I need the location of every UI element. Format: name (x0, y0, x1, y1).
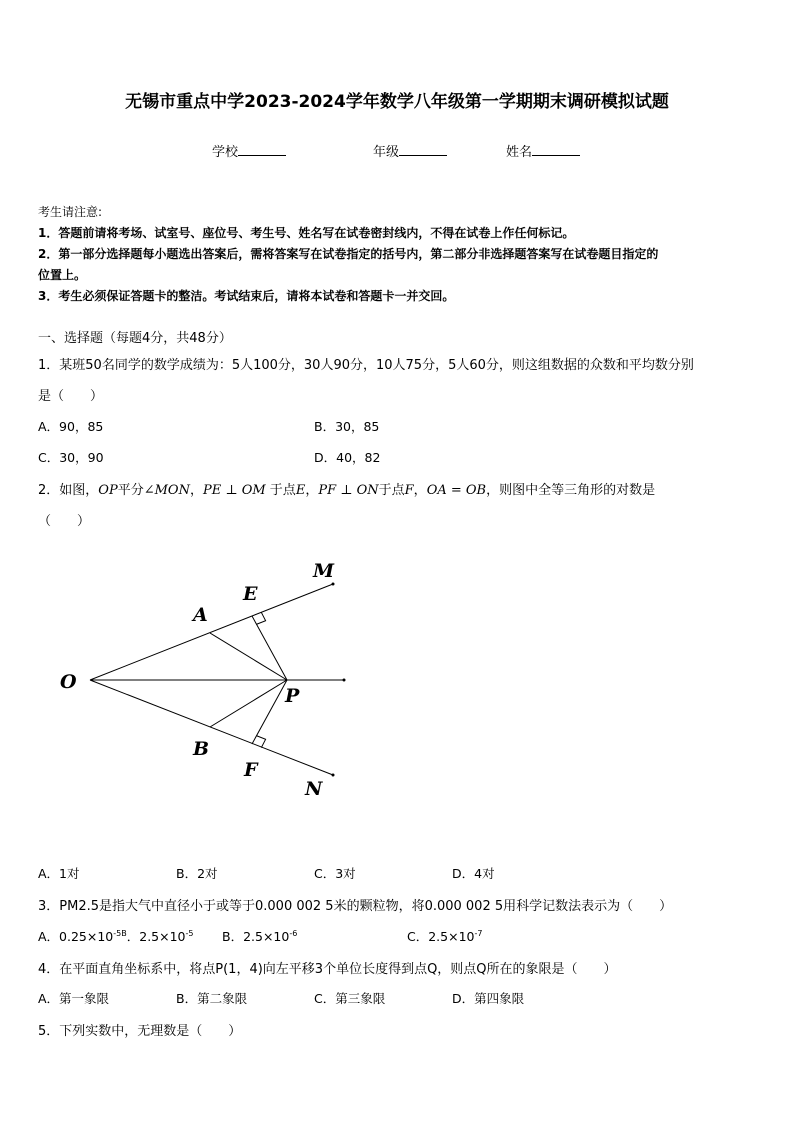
q1-option-a: A．90，85 (38, 419, 104, 434)
label-b: B (193, 738, 210, 760)
q2-math-pf: PF ⊥ ON (318, 483, 379, 498)
q3-option-d-exponent: -7 (474, 928, 483, 938)
note-2-cont: 位置上。 (38, 268, 87, 282)
q2-math-op: OP (98, 483, 118, 498)
point-ray-end (343, 679, 346, 682)
label-p: P (285, 685, 300, 707)
label-e: E (243, 583, 258, 605)
point-m (332, 583, 335, 586)
q2-option-c: C．3对 (314, 866, 356, 881)
q1-option-b: B．30，85 (314, 419, 380, 434)
q3-option-c-base: B．2.5×10 (222, 929, 290, 944)
q4-option-d: D．第四象限 (452, 991, 525, 1006)
school-blank (238, 143, 286, 156)
q3-option-a (38, 927, 194, 945)
q2-option-d: D．4对 (452, 866, 495, 881)
q4-text: 4．在平面直角坐标系中，将点P(1，4)向左平移3个单位长度得到点Q，则点Q所在的象限是（ ） (38, 962, 617, 977)
grade-label: 年级 (373, 145, 400, 160)
label-o: O (60, 671, 77, 693)
q2-text-part: 2．如图， (38, 483, 99, 498)
segment-bp (210, 680, 287, 727)
q3-option-a-exponent: -5 (113, 928, 122, 938)
q3-option-b-exponent: -5 (185, 928, 194, 938)
q3-option-b-base: ．2.5×10 (126, 929, 186, 944)
q4-option-c: C．第三象限 (314, 991, 386, 1006)
q2-text-part: ， (189, 483, 203, 498)
q3-option-a-base: A．0.25×10 (38, 929, 114, 944)
q2-math-e: E (295, 483, 306, 498)
q3-option-d-base: C．2.5×10 (407, 929, 475, 944)
q2-option-a: A．1对 (38, 866, 80, 881)
q2-text-part: ， (413, 483, 427, 498)
q4-option-a: A．第一象限 (38, 991, 110, 1006)
q4-option-b: B．第二象限 (176, 991, 248, 1006)
name-blank (532, 143, 580, 156)
label-f: F (244, 759, 258, 781)
grade-blank (399, 143, 447, 156)
grade-field (373, 141, 447, 160)
q1-text-cont: 是（ ） (38, 389, 104, 404)
q3-option-b-letter: B (121, 928, 127, 938)
q2-text (38, 479, 655, 498)
q2-math-pe: PE ⊥ OM (202, 483, 266, 498)
q2-text-part: ，则图中全等三角形的对数是 (486, 483, 656, 498)
q3-option-c (222, 927, 297, 945)
q2-text-cont: （ ） (38, 514, 91, 529)
q1-text: 1．某班50名同学的数学成绩为：5人100分，30人90分，10人75分，5人60分，则这组数据的众数和平均数分别 (38, 358, 694, 373)
q3-text: 3．PM2.5是指大气中直径小于或等于0.000 002 5米的颗粒物，将0.000 002 5用科学记数法表示为（ ） (38, 899, 673, 914)
q2-math-oa: OA = OB (426, 483, 487, 498)
segment-ap (210, 633, 287, 680)
name-field (506, 141, 580, 160)
q2-option-b: B．2对 (176, 866, 218, 881)
q2-text-part: ， (305, 483, 319, 498)
point-n (332, 774, 335, 777)
school-label: 学校 (212, 145, 239, 160)
q2-text-part: 于点 (378, 483, 405, 498)
q3-option-d (407, 927, 482, 945)
segment-pf (252, 680, 287, 744)
q2-math-f: F (404, 483, 414, 498)
note-2: 2．第一部分选择题每小题选出答案后，需将答案写在试卷指定的括号内，第二部分非选择题答案写在试卷题目指定的 (38, 247, 659, 261)
label-m: M (313, 560, 335, 582)
q1-option-d: D．40，82 (314, 450, 381, 465)
q2-text-part: 于点 (265, 483, 296, 498)
name-label: 姓名 (506, 145, 533, 160)
note-1: 1．答题前请将考场、试室号、座位号、考生号、姓名写在试卷密封线内，不得在试卷上作任何标记。 (38, 226, 575, 240)
label-a: A (193, 604, 208, 626)
ray-om (90, 584, 333, 680)
note-3: 3．考生必须保证答题卡的整洁。考试结束后，请将本试卷和答题卡一并交回。 (38, 289, 455, 303)
q1-option-c: C．30，90 (38, 450, 104, 465)
q3-option-c-exponent: -6 (289, 928, 298, 938)
segment-pe (252, 616, 287, 680)
label-n: N (305, 778, 323, 800)
section-heading: 一、选择题（每题4分，共48分） (38, 331, 232, 346)
q5-text: 5．下列实数中，无理数是（ ） (38, 1024, 242, 1039)
q2-geometry-figure (0, 550, 400, 810)
page-title: 无锡市重点中学2023-2024学年数学八年级第一学期期末调研模拟试题 (125, 92, 669, 112)
school-field (212, 141, 286, 160)
notes-header: 考生请注意: (38, 205, 103, 219)
q2-text-part: 平分 (117, 483, 144, 498)
q2-math-mon: ∠MON (143, 483, 190, 498)
